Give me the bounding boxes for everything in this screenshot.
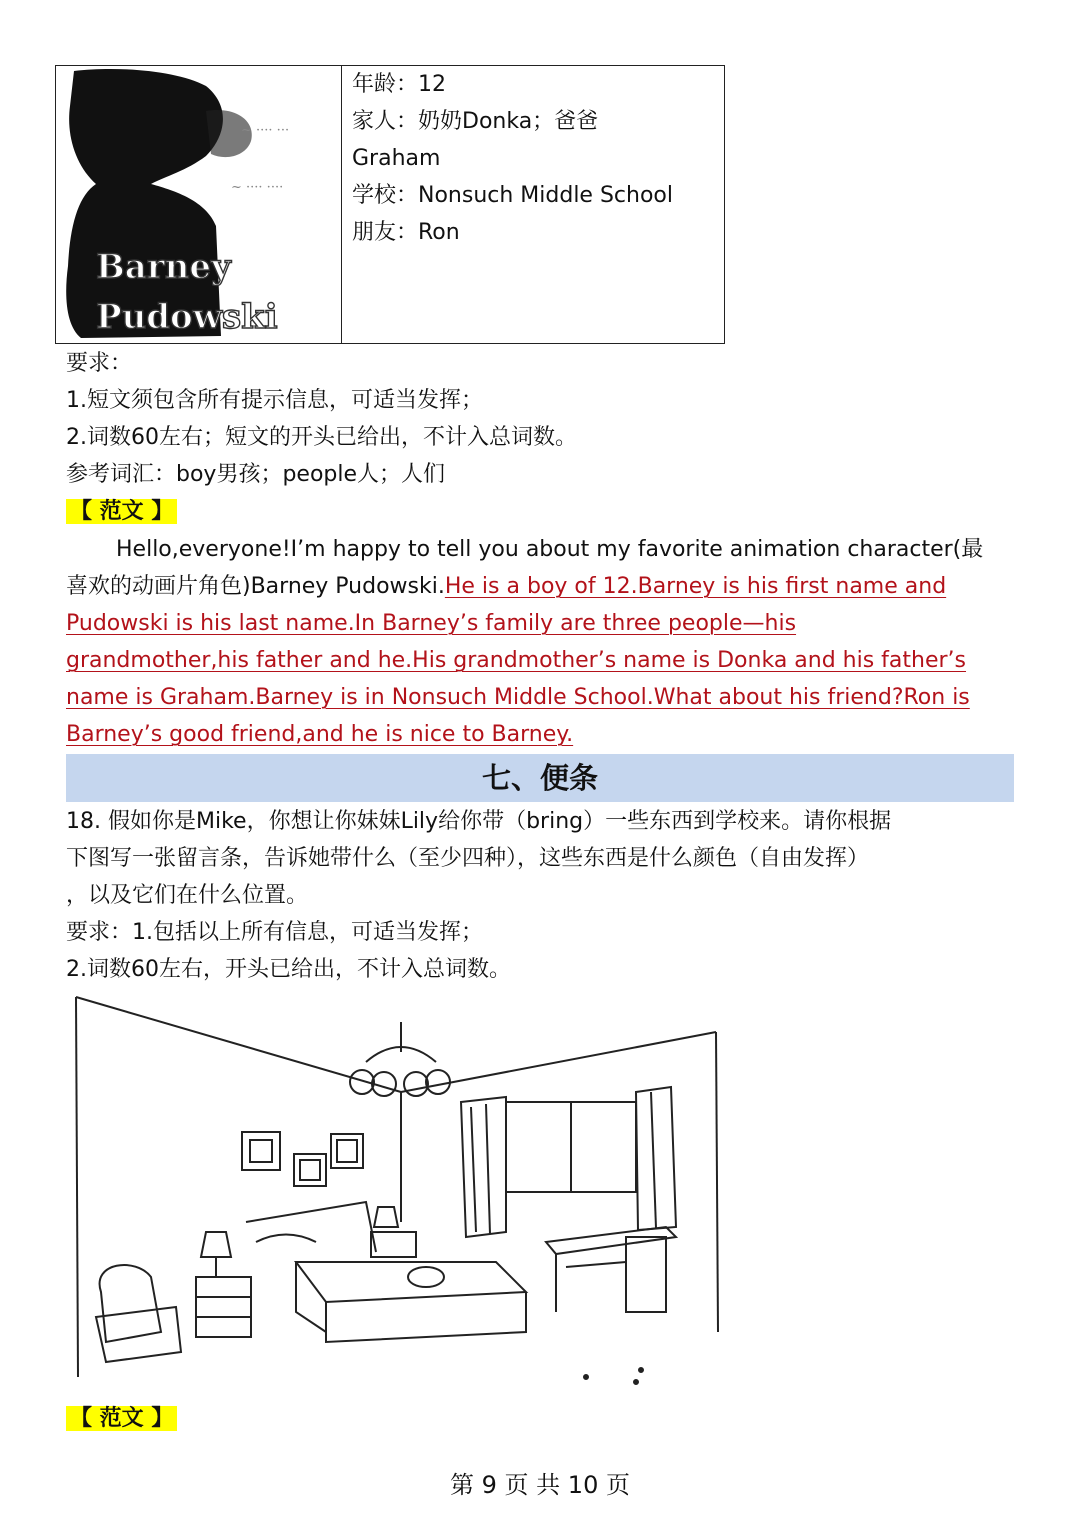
task18-line-2: 下图写一张留言条，告诉她带什么（至少四种），这些东西是什么颜色（自由发挥） — [66, 846, 870, 871]
sample-label-17: 【 范文 】 — [66, 493, 177, 530]
task18-requirement-1: 要求：1.包括以上所有信息，可适当发挥； — [66, 920, 483, 945]
task18-requirement-2: 2.词数60左右，开头已给出，不计入总词数。 — [66, 957, 511, 982]
svg-text:~ ···· ····: ~ ···· ···· — [231, 180, 284, 195]
section-heading: 七、便条 — [66, 754, 1014, 802]
essay-line-1: Hello,everyone!I’m happy to tell you about my favorite animation character(最 — [116, 537, 984, 562]
essay-line-6: Barney’s good friend,and he is nice to Barney. — [66, 722, 574, 747]
family-text-1: 家人：奶奶Donka；爸爸 — [352, 109, 599, 134]
task18-line-3: ，以及它们在什么位置。 — [66, 883, 309, 908]
school-text: 学校：Nonsuch Middle School — [352, 183, 673, 208]
profile-table — [55, 65, 725, 344]
friend-text: 朋友：Ron — [352, 220, 460, 245]
profile-info — [342, 66, 724, 343]
requirement-1: 1.短文须包含所有提示信息，可适当发挥； — [66, 388, 483, 413]
essay-line-3: Pudowski is his last name.In Barney’s family are three people—his — [66, 611, 797, 636]
essay-line-2: 喜欢的动画片角色)Barney Pudowski.He is a boy of 12.Barney is his first name and — [66, 574, 947, 599]
bedroom-illustration — [66, 992, 726, 1397]
reference-vocab: 参考词汇：boy男孩；people人；人们 — [66, 462, 446, 487]
task18-line-1: 18. 假如你是Mike，你想让你妹妹Lily给你带（bring）一些东西到学校来。请你根据 — [66, 809, 892, 834]
requirements-title: 要求： — [66, 351, 133, 376]
svg-text:~ ···· ···: ~ ···· ··· — [241, 123, 290, 138]
essay-line-5: name is Graham.Barney is in Nonsuch Middle School.What about his friend?Ron is — [66, 685, 970, 710]
requirement-2: 2.词数60左右；短文的开头已给出，不计入总词数。 — [66, 425, 577, 450]
page-footer: 第 9 页 共 10 页 — [450, 1471, 630, 1499]
photo-caption-last: Pudowski — [96, 297, 278, 337]
family-text-2: Graham — [352, 146, 441, 171]
sample-label-18: 【 范文 】 — [66, 1400, 177, 1437]
essay-line-4: grandmother,his father and he.His grandmother’s name is Donka and his father’s — [66, 648, 967, 673]
age-text: 年龄：12 — [352, 72, 446, 97]
profile-photo — [56, 66, 341, 343]
photo-caption-first: Barney — [96, 247, 231, 287]
